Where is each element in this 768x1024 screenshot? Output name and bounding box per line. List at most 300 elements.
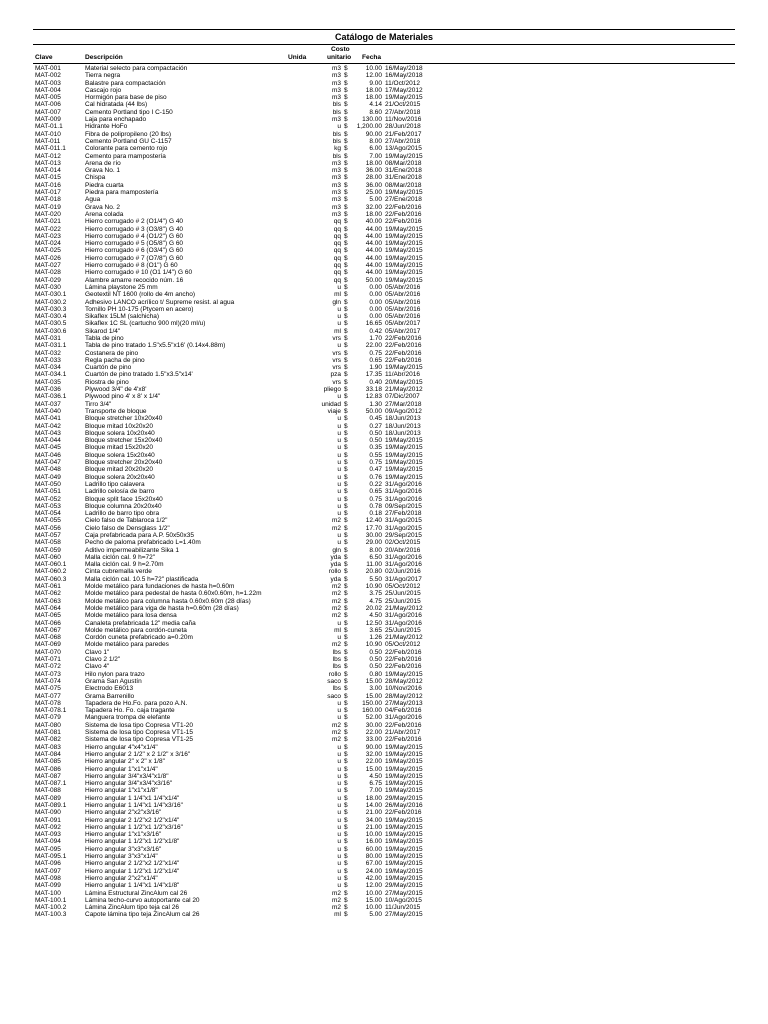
- row-spacer: [430, 277, 735, 284]
- row-spacer: [430, 415, 735, 422]
- cell-clave: MAT-095.1: [35, 853, 67, 861]
- cell-clave: MAT-011.1: [35, 145, 66, 153]
- cell-costo: 0.22: [369, 480, 382, 488]
- cell-currency: $: [344, 130, 348, 138]
- cell-costo: 15.00: [365, 692, 382, 700]
- cell-currency: $: [344, 437, 348, 445]
- cell-clave: MAT-087.1: [35, 780, 67, 788]
- cell-unidad: qq: [333, 247, 341, 255]
- cell-fecha: 31/Ago/2016: [385, 495, 422, 503]
- row-spacer: [430, 371, 735, 378]
- cell-unidad: u: [337, 758, 341, 766]
- cell-currency: $: [344, 159, 348, 167]
- cell-clave: MAT-047: [35, 459, 61, 467]
- row-spacer: [430, 379, 735, 386]
- cell-descripcion: Sikarod 1/4": [85, 327, 121, 335]
- row-spacer: [430, 393, 735, 400]
- cell-currency: $: [344, 801, 348, 809]
- cell-descripcion: Grava No. 1: [85, 167, 121, 175]
- cell-unidad: qq: [333, 232, 341, 240]
- cell-clave: MAT-004: [35, 86, 61, 94]
- row-spacer: [430, 328, 735, 335]
- cell-costo: 4.75: [369, 597, 382, 605]
- cell-fecha: 21/May/2012: [385, 604, 423, 612]
- cell-unidad: u: [337, 714, 341, 722]
- cell-fecha: 31/Ene/2018: [385, 174, 422, 182]
- cell-unidad: m2: [331, 641, 341, 649]
- table-row: [33, 693, 735, 700]
- row-spacer: [430, 860, 735, 867]
- row-spacer: [430, 722, 735, 729]
- table-row: [33, 145, 735, 152]
- cell-fecha: 19/May/2015: [385, 823, 423, 831]
- cell-currency: $: [344, 313, 348, 321]
- table-row: [33, 517, 735, 524]
- cell-clave: MAT-052: [35, 495, 61, 503]
- row-spacer: [430, 576, 735, 583]
- row-spacer: [430, 620, 735, 627]
- row-spacer: [430, 306, 735, 313]
- cell-currency: $: [344, 882, 348, 890]
- cell-currency: $: [344, 196, 348, 204]
- table-row: [33, 328, 735, 335]
- cell-currency: $: [344, 488, 348, 496]
- cell-descripcion: Hierro corrugado # 4 (O1/2") G 60: [85, 232, 184, 240]
- cell-descripcion: Hierro angular 2"x2"x3/16": [85, 809, 162, 817]
- cell-clave: MAT-070: [35, 648, 61, 656]
- header-unidad: Unida: [288, 54, 307, 61]
- cell-clave: MAT-015: [35, 174, 61, 182]
- cell-unidad: u: [337, 743, 341, 751]
- cell-currency: $: [344, 729, 348, 737]
- row-spacer: [430, 568, 735, 575]
- cell-descripcion: Hierro angular 1"x1"x3/16": [85, 831, 162, 839]
- cell-descripcion: Hierro corrugado # 8 (O1") G 60: [85, 262, 178, 270]
- cell-currency: $: [344, 495, 348, 503]
- cell-currency: $: [344, 874, 348, 882]
- cell-costo: 12.00: [365, 882, 382, 890]
- cell-fecha: 29/May/2015: [385, 794, 423, 802]
- cell-currency: $: [344, 86, 348, 94]
- cell-descripcion: Cemento Portland GU C-1157: [85, 137, 172, 145]
- cell-descripcion: Bloque mitad 10x20x20: [85, 422, 153, 430]
- row-spacer: [430, 911, 735, 918]
- cell-currency: $: [344, 692, 348, 700]
- cell-fecha: 27/Abr/2018: [385, 108, 421, 116]
- row-spacer: [430, 386, 735, 393]
- cell-currency: $: [344, 699, 348, 707]
- row-spacer: [430, 196, 735, 203]
- table-row: [33, 386, 735, 393]
- cell-currency: $: [344, 524, 348, 532]
- cell-currency: $: [344, 568, 348, 576]
- cell-clave: MAT-060.3: [35, 575, 67, 583]
- cell-fecha: 19/May/2015: [385, 451, 423, 459]
- cell-descripcion: Hierro angular 3/4"x3/4"x3/16": [85, 780, 173, 788]
- cell-fecha: 22/Feb/2016: [385, 736, 422, 744]
- cell-descripcion: Chispa: [85, 174, 106, 182]
- row-spacer: [430, 109, 735, 116]
- cell-fecha: 18/Jun/2013: [385, 422, 421, 430]
- cell-clave: MAT-029: [35, 276, 61, 284]
- cell-unidad: vrs: [332, 334, 341, 342]
- cell-costo: 130.00: [362, 116, 382, 124]
- cell-currency: $: [344, 765, 348, 773]
- table-row: [33, 904, 735, 911]
- row-spacer: [430, 751, 735, 758]
- cell-currency: $: [344, 262, 348, 270]
- cell-descripcion: Cielo falso de Densglass 1/2": [85, 524, 170, 532]
- table-row: [33, 94, 735, 101]
- cell-descripcion: Cal hidratada (44 lbs): [85, 101, 148, 109]
- cell-fecha: 19/May/2015: [385, 816, 423, 824]
- cell-costo: 18.00: [365, 94, 382, 102]
- cell-costo: 0.42: [369, 327, 382, 335]
- row-spacer: [430, 824, 735, 831]
- cell-descripcion: Sikaflex 1C SL (cartucho 900 ml)(20 ml/u): [85, 320, 206, 328]
- cell-descripcion: Hierro angular 1"x1"x1/8": [85, 787, 158, 795]
- cell-descripcion: Hierro angular 2 1/2" x 2 1/2" x 3/16": [85, 750, 191, 758]
- cell-descripcion: Tapadera Ho. Fo. caja tragante: [85, 707, 175, 715]
- cell-costo: 25.00: [365, 189, 382, 197]
- table-row: [33, 247, 735, 254]
- table-row: [33, 890, 735, 897]
- cell-currency: $: [344, 298, 348, 306]
- cell-descripcion: Hierro corrugado # 2 (O1/4") G 40: [85, 218, 184, 226]
- cell-clave: MAT-007: [35, 108, 61, 116]
- table-row: [33, 299, 735, 306]
- cell-costo: 0.50: [369, 429, 382, 437]
- cell-fecha: 08/Mar/2018: [385, 181, 422, 189]
- cell-currency: $: [344, 116, 348, 124]
- table-row: [33, 868, 735, 875]
- cell-costo: 0.65: [369, 488, 382, 496]
- cell-fecha: 26/May/2016: [385, 801, 423, 809]
- table-row: [33, 481, 735, 488]
- cell-descripcion: Hierro angular 2 1/2"x2 1/2"x1/4": [85, 816, 180, 824]
- cell-clave: MAT-002: [35, 72, 61, 80]
- cell-clave: MAT-044: [35, 437, 61, 445]
- cell-unidad: yda: [330, 561, 341, 569]
- row-spacer: [430, 423, 735, 430]
- cell-clave: MAT-053: [35, 502, 61, 510]
- cell-costo: 0.50: [369, 437, 382, 445]
- cell-currency: $: [344, 167, 348, 175]
- cell-currency: $: [344, 612, 348, 620]
- cell-costo: 3.00: [369, 685, 382, 693]
- row-spacer: [430, 408, 735, 415]
- cell-descripcion: Hierro angular 1 1/2"x1 1/2"x1/8": [85, 838, 180, 846]
- cell-unidad: u: [337, 437, 341, 445]
- cell-fecha: 25/Jun/2015: [385, 597, 421, 605]
- cell-fecha: 28/May/2012: [385, 692, 423, 700]
- cell-fecha: 19/May/2015: [385, 780, 423, 788]
- cell-descripcion: Bloque split face 15x20x40: [85, 495, 163, 503]
- cell-descripcion: Tabla de pino tratado 1.5"x5.5"x16' (0.14x4.88m): [85, 342, 226, 350]
- cell-unidad: u: [337, 707, 341, 715]
- cell-unidad: u: [337, 772, 341, 780]
- cell-unidad: u: [337, 845, 341, 853]
- cell-currency: $: [344, 218, 348, 226]
- cell-currency: $: [344, 72, 348, 80]
- cell-costo: 6.50: [369, 553, 382, 561]
- cell-clave: MAT-028: [35, 269, 61, 277]
- row-spacer: [430, 503, 735, 510]
- cell-unidad: m3: [331, 116, 341, 124]
- cell-currency: $: [344, 758, 348, 766]
- cell-descripcion: Cuartón de pino: [85, 364, 132, 372]
- table-row: [33, 444, 735, 451]
- cell-clave: MAT-100.2: [35, 904, 67, 912]
- cell-descripcion: Ladrillo de barro tipo obra: [85, 510, 160, 518]
- cell-fecha: 22/Feb/2016: [385, 663, 422, 671]
- table-row: [33, 226, 735, 233]
- cell-costo: 0.00: [369, 283, 382, 291]
- cell-unidad: bls: [332, 108, 341, 116]
- cell-clave: MAT-030.2: [35, 298, 67, 306]
- cell-currency: $: [344, 772, 348, 780]
- row-spacer: [430, 773, 735, 780]
- row-spacer: [430, 174, 735, 181]
- cell-clave: MAT-016: [35, 181, 61, 189]
- cell-unidad: u: [337, 809, 341, 817]
- cell-unidad: u: [337, 823, 341, 831]
- cell-currency: $: [344, 575, 348, 583]
- cell-fecha: 05/Abr/2017: [385, 327, 421, 335]
- cell-fecha: 05/Oct/2012: [385, 583, 421, 591]
- cell-unidad: m2: [331, 524, 341, 532]
- cell-unidad: vrs: [332, 349, 341, 357]
- cell-currency: $: [344, 685, 348, 693]
- cell-fecha: 22/Feb/2016: [385, 721, 422, 729]
- row-spacer: [430, 218, 735, 225]
- cell-costo: 9.00: [369, 79, 382, 87]
- cell-unidad: u: [337, 874, 341, 882]
- cell-unidad: gln: [332, 546, 341, 554]
- cell-clave: MAT-005: [35, 94, 61, 102]
- cell-costo: 44.00: [365, 240, 382, 248]
- cell-fecha: 31/Ago/2015: [385, 517, 422, 525]
- cell-currency: $: [344, 634, 348, 642]
- row-spacer: [430, 707, 735, 714]
- cell-descripcion: Hierro angular 3/4"x3/4"x1/8": [85, 772, 169, 780]
- cell-clave: MAT-014: [35, 167, 61, 175]
- cell-descripcion: Transporte de bloque: [85, 407, 147, 415]
- cell-costo: 36.00: [365, 181, 382, 189]
- cell-clave: MAT-068: [35, 634, 61, 642]
- cell-costo: 0.50: [369, 656, 382, 664]
- cell-descripcion: Bloque stretcher 15x20x40: [85, 437, 163, 445]
- cell-unidad: lbs: [332, 685, 341, 693]
- table-row: [33, 342, 735, 349]
- cell-unidad: m2: [331, 736, 341, 744]
- cell-costo: 1,200.00: [356, 123, 382, 131]
- row-spacer: [430, 583, 735, 590]
- cell-unidad: ml: [334, 327, 341, 335]
- table-row: [33, 269, 735, 276]
- row-spacer: [430, 430, 735, 437]
- row-spacer: [430, 466, 735, 473]
- cell-descripcion: Lámina playstone 25 mm: [85, 283, 158, 291]
- cell-currency: $: [344, 349, 348, 357]
- cell-costo: 0.27: [369, 422, 382, 430]
- cell-clave: MAT-009: [35, 116, 61, 124]
- table-row: [33, 452, 735, 459]
- cell-costo: 60.00: [365, 845, 382, 853]
- table-row: [33, 371, 735, 378]
- cell-currency: $: [344, 809, 348, 817]
- cell-costo: 0.47: [369, 466, 382, 474]
- row-spacer: [430, 101, 735, 108]
- table-row: [33, 532, 735, 539]
- cell-currency: $: [344, 276, 348, 284]
- table-row: [33, 853, 735, 860]
- cell-clave: MAT-030.1: [35, 291, 67, 299]
- cell-unidad: lbs: [332, 656, 341, 664]
- cell-descripcion: Ladrillo celosía de barro: [85, 488, 155, 496]
- row-spacer: [430, 182, 735, 189]
- row-spacer: [430, 766, 735, 773]
- cell-clave: MAT-092: [35, 823, 61, 831]
- cell-unidad: yda: [330, 553, 341, 561]
- cell-descripcion: Canaleta prefabricada 12" media caña: [85, 619, 196, 627]
- cell-currency: $: [344, 853, 348, 861]
- row-spacer: [430, 342, 735, 349]
- cell-fecha: 19/May/2015: [385, 743, 423, 751]
- cell-costo: 0.00: [369, 291, 382, 299]
- cell-descripcion: Colorante para cemento rojo: [85, 145, 168, 153]
- cell-unidad: rollo: [328, 568, 341, 576]
- cell-fecha: 11/Jun/2015: [385, 904, 421, 912]
- cell-unidad: bls: [332, 152, 341, 160]
- row-spacer: [430, 517, 735, 524]
- cell-descripcion: Cordón cuneta prefabricado a=0.20m: [85, 634, 193, 642]
- row-spacer: [430, 547, 735, 554]
- cell-unidad: u: [337, 283, 341, 291]
- cell-descripcion: Electrodo E6013: [85, 685, 134, 693]
- cell-clave: MAT-069: [35, 641, 61, 649]
- cell-fecha: 19/May/2015: [385, 466, 423, 474]
- row-spacer: [430, 94, 735, 101]
- cell-unidad: m3: [331, 210, 341, 218]
- cell-costo: 6.75: [369, 780, 382, 788]
- cell-descripcion: Costanera de pino: [85, 349, 139, 357]
- cell-currency: $: [344, 400, 348, 408]
- table-row: [33, 700, 735, 707]
- table-row: [33, 809, 735, 816]
- cell-descripcion: Clavo 2 1/2": [85, 656, 121, 664]
- cell-descripcion: Tirro 3/4": [85, 400, 112, 408]
- cell-descripcion: Sikaflex 15LM (salchicha): [85, 313, 160, 321]
- cell-unidad: u: [337, 780, 341, 788]
- cell-descripcion: Hormigón para base de piso: [85, 94, 167, 102]
- cell-unidad: m2: [331, 721, 341, 729]
- cell-currency: $: [344, 386, 348, 394]
- cell-fecha: 05/Abr/2016: [385, 305, 421, 313]
- cell-costo: 0.75: [369, 459, 382, 467]
- cell-descripcion: Lámina ZincAlum tipo teja cal 26: [85, 904, 179, 912]
- cell-descripcion: Caja prefabricada para A.P. 50x50x35: [85, 532, 195, 539]
- cell-unidad: u: [337, 313, 341, 321]
- cell-costo: 18.00: [365, 794, 382, 802]
- cell-fecha: 27/May/2015: [385, 889, 423, 897]
- cell-clave: MAT-073: [35, 670, 61, 678]
- cell-descripcion: Hierro corrugado # 6 (O3/4") G 60: [85, 247, 184, 255]
- cell-currency: $: [344, 334, 348, 342]
- cell-currency: $: [344, 583, 348, 591]
- cell-descripcion: Fibra de polipropileno (20 lbs): [85, 130, 171, 138]
- cell-clave: MAT-099: [35, 882, 61, 890]
- cell-costo: 15.00: [365, 677, 382, 685]
- cell-fecha: 19/May/2015: [385, 262, 423, 270]
- cell-descripcion: Grama Barrenillo: [85, 692, 135, 700]
- cell-clave: MAT-060: [35, 553, 61, 561]
- cell-descripcion: Molde metálico para paredes: [85, 641, 169, 649]
- table-row: [33, 590, 735, 597]
- cell-descripcion: Cemento para mampostería: [85, 152, 166, 160]
- cell-unidad: u: [337, 619, 341, 627]
- table-row: [33, 605, 735, 612]
- cell-descripcion: Bloque solera 15x20x40: [85, 451, 155, 459]
- table-row: [33, 204, 735, 211]
- row-spacer: [430, 627, 735, 634]
- cell-clave: MAT-049: [35, 473, 61, 481]
- cell-costo: 0.65: [369, 356, 382, 364]
- table-row: [33, 634, 735, 641]
- cell-costo: 40.00: [365, 218, 382, 226]
- table-row: [33, 627, 735, 634]
- cell-currency: $: [344, 677, 348, 685]
- cell-currency: $: [344, 320, 348, 328]
- cell-unidad: m2: [331, 612, 341, 620]
- cell-unidad: u: [337, 853, 341, 861]
- cell-costo: 0.55: [369, 451, 382, 459]
- table-row: [33, 196, 735, 203]
- table-row: [33, 474, 735, 481]
- cell-descripcion: Hidrante HoFo: [85, 123, 128, 131]
- table-row: [33, 277, 735, 284]
- table-row: [33, 503, 735, 510]
- cell-costo: 0.78: [369, 502, 382, 510]
- cell-clave: MAT-084: [35, 750, 61, 758]
- cell-unidad: m2: [331, 517, 341, 525]
- cell-fecha: 05/Oct/2012: [385, 641, 421, 649]
- cell-fecha: 31/Ago/2016: [385, 561, 422, 569]
- cell-clave: MAT-036.1: [35, 393, 67, 401]
- row-spacer: [430, 138, 735, 145]
- cell-fecha: 22/Feb/2016: [385, 203, 422, 211]
- cell-unidad: qq: [333, 262, 341, 270]
- cell-costo: 12.00: [365, 72, 382, 80]
- row-spacer: [430, 437, 735, 444]
- cell-fecha: 19/May/2015: [385, 254, 423, 262]
- cell-unidad: u: [337, 444, 341, 452]
- cell-costo: 52.00: [365, 714, 382, 722]
- cell-descripcion: Molde metálico para fundaciones de hasta h=0.60m: [85, 583, 235, 591]
- table-row: [33, 379, 735, 386]
- cell-clave: MAT-059: [35, 546, 61, 554]
- cell-fecha: 19/May/2015: [385, 758, 423, 766]
- cell-fecha: 19/May/2015: [385, 247, 423, 255]
- cell-unidad: saco: [327, 677, 341, 685]
- cell-costo: 14.00: [365, 801, 382, 809]
- cell-costo: 0.00: [369, 298, 382, 306]
- cell-fecha: 22/Feb/2016: [385, 656, 422, 664]
- cell-clave: MAT-017: [35, 189, 61, 197]
- cell-fecha: 19/May/2015: [385, 437, 423, 445]
- cell-descripcion: Molde metálico para pedestal de hasta 0.60x0.60m, h=1.22m: [85, 590, 262, 598]
- cell-fecha: 25/Jun/2015: [385, 590, 421, 598]
